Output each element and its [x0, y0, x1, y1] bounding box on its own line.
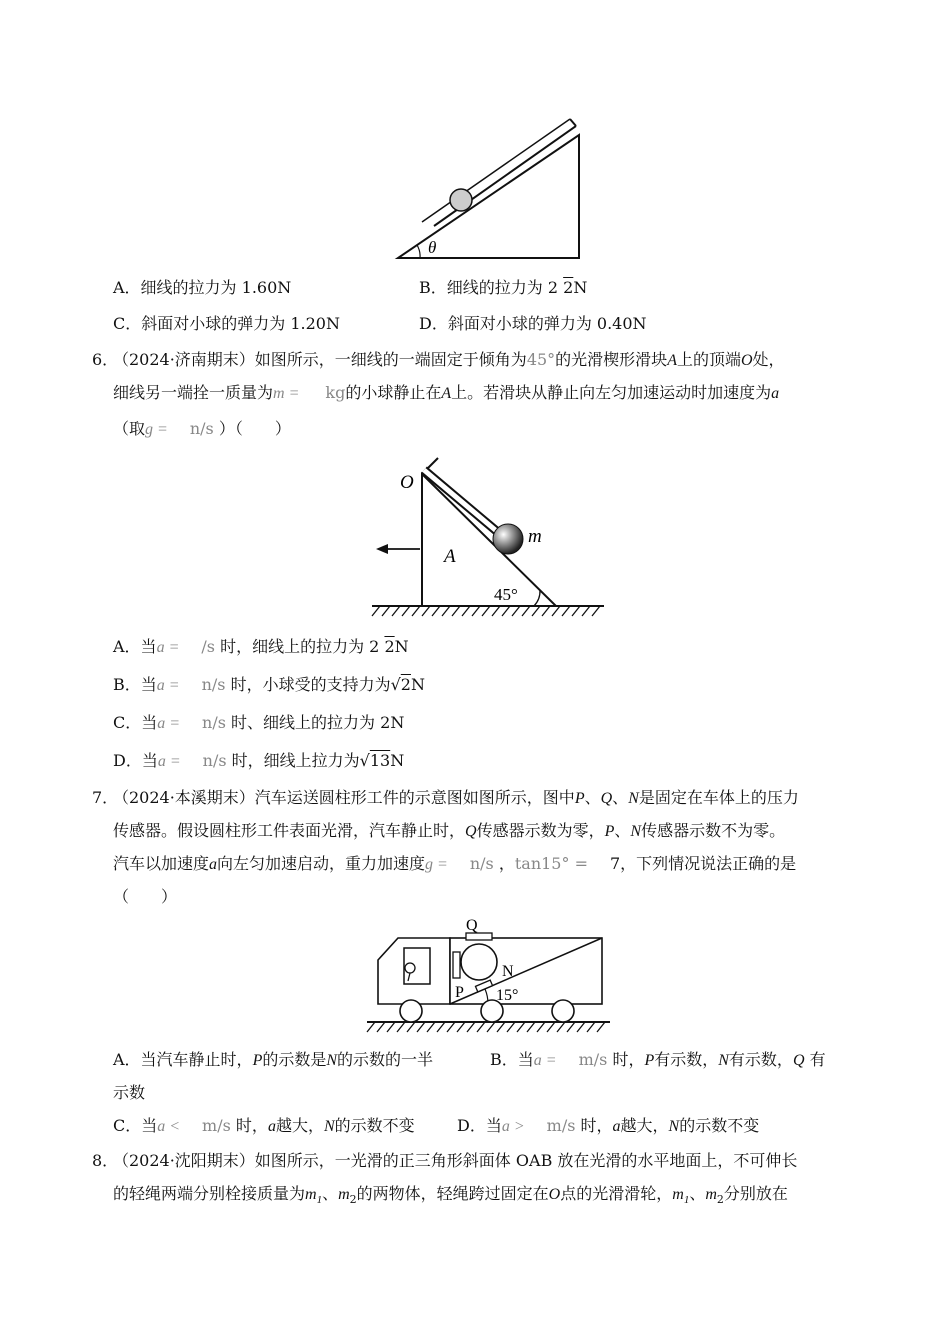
wheel-1	[400, 1000, 422, 1022]
q7-stem-line1: （2024·本溪期末）汽车运送圆柱形工件的示意图如图所示，图中P、Q、N是固定在车体上的压力	[113, 788, 799, 807]
label-45: 45°	[494, 585, 518, 604]
q6-stem-line2: 细线另一端拴一质量为m = kg的小球静止在A上。若滑块从静止向左匀加速运动时加速度为a	[113, 383, 780, 402]
q7-option-a: A．当汽车静止时，P的示数是N的示数的一半	[113, 1050, 434, 1069]
q7-option-d: D．当a > m/s 时，a越大，N的示数不变	[457, 1116, 760, 1135]
q7-stem-line3: 汽车以加速度a向左匀加速启动，重力加速度g = n/s ，tan15° = 7，下列情况说法正确的是	[113, 854, 797, 873]
q7-number: 7．	[92, 788, 119, 807]
q6-option-b: B．当a = n/s 时，小球受的支持力为√2N	[113, 675, 425, 694]
q8-stem-line1: （2024·沈阳期末）如图所示，一光滑的正三角形斜面体 OAB 放在光滑的水平地面上，不可伸长	[113, 1151, 798, 1170]
q8-stem-line2: 的轻绳两端分别栓接质量为$m_1$、$m_2$的两物体，轻绳跨过固定在O点的光滑滑轮，$m_1$、$m_2$分别放在	[113, 1184, 788, 1207]
label-p: P	[455, 984, 464, 1001]
q5-option-c: C．斜面对小球的弹力为 1.20N	[113, 314, 340, 333]
label-15: 15°	[496, 987, 519, 1004]
label-q: Q	[466, 917, 478, 934]
label-m: m	[528, 526, 542, 547]
theta-label: θ	[428, 238, 437, 257]
q6-option-c: C．当a = n/s 时、细线上的拉力为 2N	[113, 713, 405, 732]
q5-option-d: D．斜面对小球的弹力为 0.40N	[419, 314, 647, 333]
cylinder-workpiece	[461, 944, 497, 980]
q7-option-c: C．当a < m/s 时，a越大，N的示数不变	[113, 1116, 415, 1135]
q6-option-a: A．当a = /s 时，细线上的拉力为 2 2N	[113, 637, 409, 656]
q5-option-b: B．细线的拉力为 2 2N	[419, 278, 588, 297]
wheel-3	[552, 1000, 574, 1022]
q6-number: 6．	[92, 350, 119, 369]
sensor-q	[466, 933, 492, 940]
q6-stem-line1: （2024·济南期末）如图所示，一细线的一端固定于倾角为45°的光滑楔形滑块A上的顶端O处，	[113, 350, 785, 369]
label-o: O	[400, 472, 414, 493]
q5-option-a: A．细线的拉力为 1.60N	[113, 278, 292, 297]
q7-option-b: B．当a = m/s 时，P有示数，N有示数，Q 有	[490, 1050, 826, 1069]
label-n: N	[502, 963, 514, 980]
cab-window	[404, 948, 430, 984]
q6-option-d: D．当a = n/s 时，细线上拉力为√13N	[113, 751, 405, 770]
q6-stem-line3: （取g = n/s ）（ ）	[113, 419, 291, 438]
sensor-p	[453, 952, 460, 978]
q7-stem-line2: 传感器。假设圆柱形工件表面光滑，汽车静止时，Q传感器示数为零，P、N传感器示数不为零。	[113, 821, 786, 840]
q8-number: 8．	[92, 1151, 119, 1170]
q7-option-b-cont: 示数	[113, 1083, 146, 1102]
label-a: A	[444, 546, 456, 567]
q7-stem-line4: （ ）	[113, 887, 178, 906]
